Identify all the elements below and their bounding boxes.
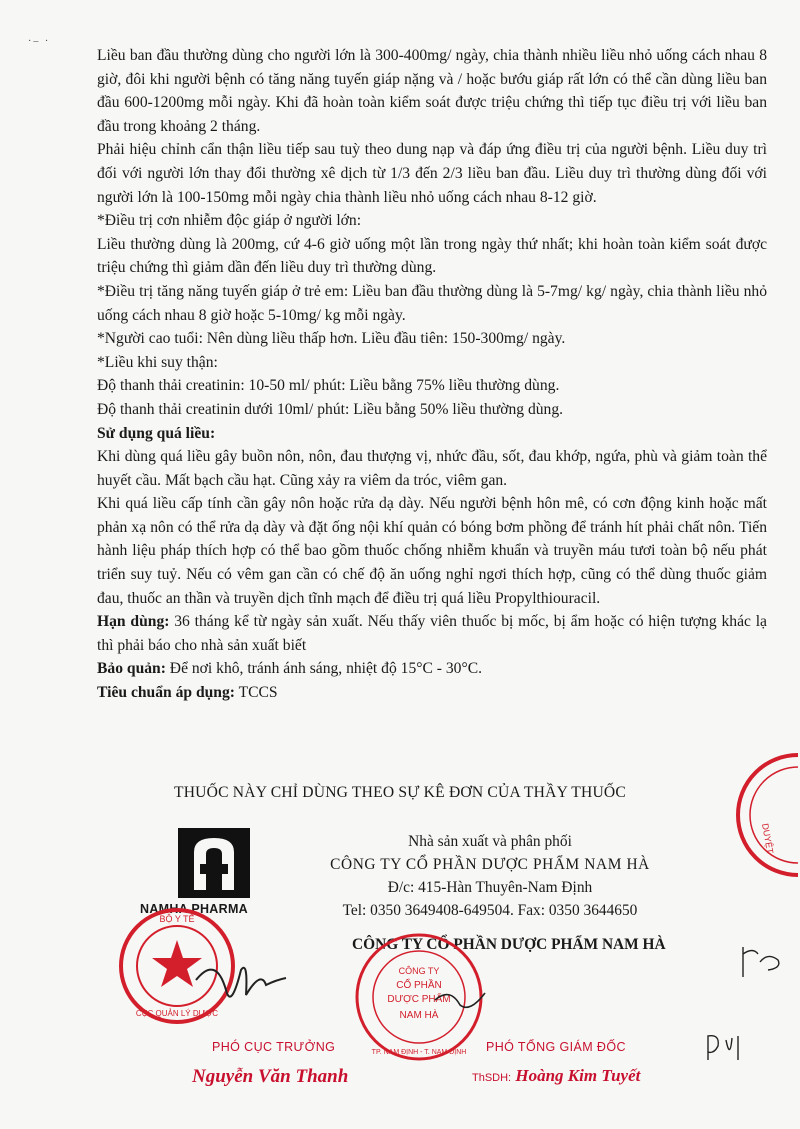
- svg-text:CỔ PHẦN: CỔ PHẦN: [396, 980, 442, 991]
- signatory-right-title: PHÓ TỔNG GIÁM ĐỐC: [486, 1040, 626, 1054]
- heading-thyroid-storm: *Điều trị cơn nhiễm độc giáp ở người lớn:: [97, 212, 362, 230]
- paragraph-renal-dose-2: Độ thanh thải creatinin dưới 10ml/ phút: Liều bằng 50% liều thường dùng.: [97, 400, 564, 418]
- handwritten-initials-icon: [700, 1030, 750, 1066]
- signatory-right-degree: ThSDH:: [472, 1072, 512, 1084]
- svg-text:CÔNG TY: CÔNG TY: [398, 966, 440, 976]
- svg-text:DUYỆT: DUYỆT: [760, 822, 776, 855]
- svg-text:CỤC QUẢN LÝ DƯỢC: CỤC QUẢN LÝ DƯỢC: [135, 1009, 219, 1018]
- manufacturer-name: CÔNG TY CỔ PHẦN DƯỢC PHẨM NAM HÀ: [330, 856, 650, 873]
- manufacturer-contact: Tel: 0350 3649408-649504. Fax: 0350 3644650: [342, 902, 638, 919]
- heading-renal-dose: *Liều khi suy thận:: [97, 353, 218, 371]
- corner-scan-mark: ·– ·: [28, 36, 51, 47]
- paragraph-renal-dose-1: Độ thanh thải creatinin: 10-50 ml/ phút: Liều bằng 75% liều thường dùng.: [97, 377, 560, 395]
- manufacturer-address: Đ/c: 415-Hàn Thuyên-Nam Định: [387, 879, 593, 896]
- signatory-left-title: PHÓ CỤC TRƯỞNG: [212, 1040, 336, 1054]
- signatory-right-name-block: [472, 1066, 640, 1086]
- right-signature-icon: [430, 985, 490, 1015]
- company-signature-heading: CÔNG TY CỔ PHẦN DƯỢC PHẨM NAM HÀ: [352, 936, 666, 953]
- namha-logo-icon: [178, 828, 250, 898]
- paragraph-overdose-treatment: Khi quá liều cấp tính cần gây nôn hoặc rửa dạ dày. Nếu người bệnh hôn mê, có cơn động kinh hoặc mất phản xạ nôn có thể rửa dạ dày và đặt ống nội khí quản có bóng bơm phồng để tránh hít phải chất nôn. Tiến hành liệu pháp thích hợp có thể bao gồm thuốc chống nhiễm khuẩn và truyền máu tươi toàn bộ nếu phát triển suy tuỷ. Nếu có vêm gan cần có chế độ ăn uống nghỉ ngơi thích hợp, cũng có thể dùng thuốc giảm đau, thuốc an thần và truyền dịch tĩnh mạch để điều trị quá liều Propylthiouracil.: [97, 495, 767, 607]
- paragraph-elderly-dose: *Người cao tuổi: Nên dùng liều thấp hơn. Liều đầu tiên: 150-300mg/ ngày.: [97, 330, 566, 348]
- svg-text:NAM HÀ: NAM HÀ: [399, 1010, 439, 1021]
- paragraph-storage: Bảo quản: Để nơi khô, tránh ánh sáng, nhiệt độ 15°C - 30°C.: [97, 660, 482, 678]
- signatory-left-name: Nguyễn Văn Thanh: [192, 1066, 349, 1087]
- paragraph-initial-dose: Liều ban đầu thường dùng cho người lớn là 300-400mg/ ngày, chia thành nhiều liều nhỏ uống cách nhau 8 giờ, đôi khi người bệnh có tăng năng tuyến giáp nặng và / hoặc bướu giáp rất lớn có thể cần dùng liều ban đầu 600-1200mg mỗi ngày. Khi đã hoàn toàn kiểm soát được triệu chứng thì tiếp tục điều trị với liều ban đầu trong khoảng 2 tháng.: [97, 47, 767, 135]
- prescription-notice: THUỐC NÀY CHỈ DÙNG THEO SỰ KÊ ĐƠN CỦA THẦY THUỐC: [174, 784, 626, 801]
- paragraph-maintenance-dose: Phải hiệu chỉnh cẩn thận liều tiếp sau tuỳ theo dung nạp và đáp ứng điều trị của người bệnh. Liều duy trì đối với người lớn thay đổi thường xê dịch từ 1/3 đến 2/3 liều ban đầu. Liều duy trì thường dùng đối với người lớn là 100-150mg mỗi ngày chia thành liều nhỏ uống cách nhau 8-12 giờ.: [97, 141, 767, 206]
- handwritten-mark-icon: [738, 942, 788, 982]
- paragraph-shelf-life: Hạn dùng: 36 tháng kể từ ngày sản xuất. Nếu thấy viên thuốc bị mốc, bị ẩm hoặc có hiện tượng khác lạ thì phải báo cho nhà sản xuất biết: [97, 613, 767, 654]
- paragraph-children-dose: *Điều trị tăng năng tuyến giáp ở trẻ em: Liều ban đầu thường dùng là 5-7mg/ kg/ ngày, chia thành liều nhỏ uống cách nhau 8 giờ hoặc 5-10mg/ kg mỗi ngày.: [97, 282, 767, 324]
- approval-stamp-icon: [718, 740, 798, 890]
- paragraph-thyroid-storm-dose: Liều thường dùng là 200mg, cứ 4-6 giờ uống một lần trong ngày thứ nhất; khi hoàn toàn kiểm soát được triệu chứng thì giảm dần đến liều duy trì thường dùng.: [97, 235, 767, 277]
- manufacturer-label: Nhà sản xuất và phân phối: [408, 833, 572, 850]
- signatory-right-name: Hoàng Kim Tuyết: [515, 1066, 641, 1085]
- logo-text: NAMHA PHARMA: [140, 902, 248, 916]
- svg-text:DƯỢC PHẨM: DƯỢC PHẨM: [387, 994, 451, 1005]
- paragraph-overdose-symptoms: Khi dùng quá liều gây buồn nôn, nôn, đau thượng vị, nhức đầu, sốt, đau khớp, ngứa, phù và giảm toàn thể huyết cầu. Mất bạch cầu hạt. Cũng xảy ra viêm da tróc, viêm gan.: [97, 448, 767, 489]
- svg-text:TP. NAM ĐỊNH - T. NAM ĐỊNH: TP. NAM ĐỊNH - T. NAM ĐỊNH: [371, 1049, 467, 1056]
- manufacturer-block: [300, 830, 680, 922]
- left-signature-icon: [186, 950, 296, 1020]
- document-body: [97, 44, 767, 705]
- heading-overdose: Sử dụng quá liều:: [97, 424, 216, 442]
- svg-text:BỘ Y TẾ: BỘ Y TẾ: [159, 914, 195, 924]
- paragraph-standard: Tiêu chuẩn áp dụng: TCCS: [97, 684, 278, 702]
